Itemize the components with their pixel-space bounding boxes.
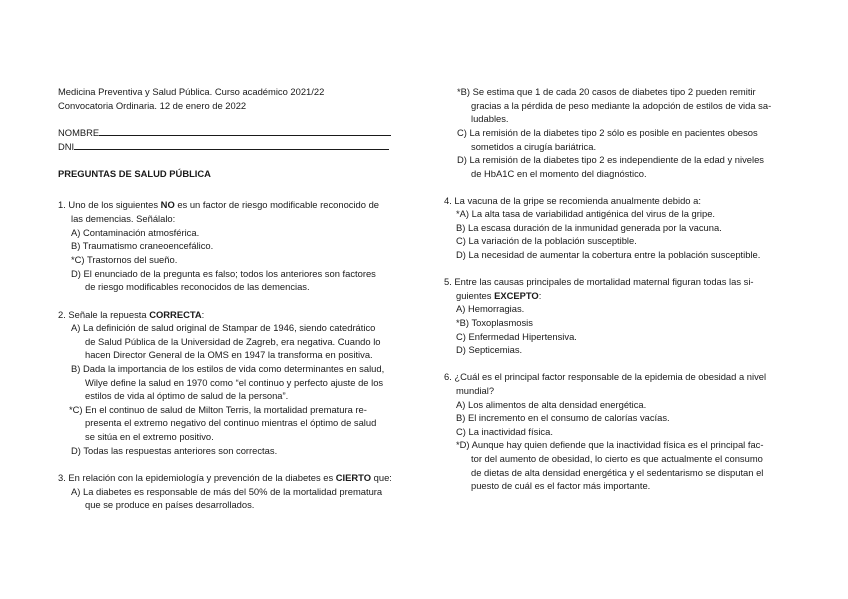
q6-option-d-cont: tor del aumento de obesidad, lo cierto es que actualmente el consumo (471, 453, 763, 464)
q6-option-c: C) La inactividad física. (456, 426, 553, 437)
q5-stem-line1: 5. Entre las causas principales de mortalidad maternal figuran todas las si- (444, 276, 754, 287)
course-title: Medicina Preventiva y Salud Pública. Curso académico 2021/22 (58, 86, 325, 97)
q5-option-a: A) Hemorragias. (456, 303, 525, 314)
q3-stem (58, 471, 392, 485)
q3-option-c: C) La remisión de la diabetes tipo 2 sólo es posible en pacientes obesos (457, 127, 758, 138)
q2-stem-text: 2. Señale la repuesta (58, 309, 150, 320)
q1-option-d-cont: de riesgo modificables reconocidos de las demencias. (85, 281, 310, 292)
q3-stem-text-end: que: (371, 472, 392, 483)
q5-stem-keyword: EXCEPTO (494, 290, 539, 301)
dni-label: DNI (58, 141, 75, 152)
q3-option-d: D) La remisión de la diabetes tipo 2 es independiente de la edad y niveles (457, 154, 764, 165)
q2-option-b-cont: Wilye define la salud en 1970 como “el continuo y perfecto ajuste de los (85, 377, 384, 388)
q6-option-a: A) Los alimentos de alta densidad energética. (456, 399, 647, 410)
q4-option-a: *A) La alta tasa de variabilidad antigénica del virus de la gripe. (456, 208, 716, 219)
q4-option-b: B) La escasa duración de la inmunidad generada por la vacuna. (456, 222, 722, 233)
q3-stem-keyword: CIERTO (335, 472, 372, 483)
q4-option-c: C) La variación de la población susceptible. (456, 235, 637, 246)
q2-option-c: *C) En el continuo de salud de Milton Terris, la mortalidad prematura re- (69, 404, 367, 415)
q2-option-a-cont: de Salud Pública de la Universidad de Zagreb, era negativa. Cuando lo (85, 336, 381, 347)
q6-stem-line2: mundial? (456, 385, 495, 396)
q6-option-d: *D) Aunque hay quien defiende que la inactividad física es el principal fac- (456, 439, 764, 450)
q2-option-d: D) Todas las respuestas anteriores son correctas. (71, 445, 278, 456)
nombre-label: NOMBRE (58, 127, 100, 138)
q2-option-a: A) La definición de salud original de Stampar de 1946, siendo catedrático (71, 322, 376, 333)
q3-option-b-cont: gracias a la pérdida de peso mediante la adopción de estilos de vida sa- (471, 100, 772, 111)
nombre-blank (99, 126, 391, 136)
exam-call: Convocatoria Ordinaria. 12 de enero de 2022 (58, 100, 247, 111)
q2-option-b: B) Dada la importancia de los estilos de vida como determinantes en salud, (71, 363, 385, 374)
q2-stem (58, 308, 204, 322)
q2-option-c-cont: se sitúa en el extremo positivo. (85, 431, 214, 442)
nombre-field (58, 126, 391, 140)
q5-option-d: D) Septicemias. (456, 344, 523, 355)
q1-option-a: A) Contaminación atmosférica. (71, 227, 200, 238)
q5-option-c: C) Enfermedad Hipertensiva. (456, 331, 577, 342)
q6-option-d-cont: puesto de cuál es el factor más importante. (471, 480, 651, 491)
q1-stem-text-end: es un factor de riesgo modificable reconocido de (174, 199, 380, 210)
q3-option-a-cont: que se produce en países desarrollados. (85, 499, 255, 510)
q4-option-d: D) La necesidad de aumentar la cobertura entre la población susceptible. (456, 249, 761, 260)
q3-option-b-cont: ludables. (471, 113, 509, 124)
dni-field (58, 140, 389, 154)
q6-stem-line1: 6. ¿Cuál es el principal factor responsable de la epidemia de obesidad a nivel (444, 371, 767, 382)
q1-option-b: B) Traumatismo craneoencefálico. (71, 240, 214, 251)
q4-stem: 4. La vacuna de la gripe se recomienda anualmente debido a: (444, 195, 701, 206)
q5-stem-line2 (456, 289, 541, 303)
q2-option-c-cont: presenta el extremo negativo del continuo mientras el óptimo de salud (85, 417, 377, 428)
q1-stem-text: 1. Uno de los siguientes (58, 199, 161, 210)
dni-blank (74, 140, 389, 150)
q2-option-b-cont: estilos de vida al óptimo de salud de la persona”. (85, 390, 289, 401)
q1-stem-keyword: NO (160, 199, 175, 210)
q5-option-b: *B) Toxoplasmosis (456, 317, 533, 328)
q3-option-b: *B) Se estima que 1 de cada 20 casos de diabetes tipo 2 pueden remitir (457, 86, 756, 97)
q2-stem-text-end: : (201, 309, 205, 320)
q1-stem-line1 (58, 198, 379, 212)
q3-option-d-cont: de HbA1C en el momento del diagnóstico. (471, 168, 647, 179)
q5-stem-text: guientes (456, 290, 495, 301)
q6-option-b: B) El incremento en el consumo de calorías vacías. (456, 412, 670, 423)
q6-option-d-cont: de dietas de alta densidad energética y el sedentarismo se disputan el (471, 467, 764, 478)
q3-option-a: A) La diabetes es responsable de más del 50% de la mortalidad prematura (71, 486, 383, 497)
q5-stem-text-end: : (538, 290, 542, 301)
section-title: PREGUNTAS DE SALUD PÚBLICA (58, 168, 211, 179)
q2-option-a-cont: hacen Director General de la OMS en 1947 la transforma en positiva. (85, 349, 373, 360)
q1-option-c: *C) Trastornos del sueño. (71, 254, 178, 265)
q3-option-c-cont: sometidos a cirugía bariátrica. (471, 141, 597, 152)
q2-stem-keyword: CORRECTA (149, 309, 202, 320)
q1-stem-line2: las demencias. Señálalo: (71, 213, 176, 224)
q3-stem-text: 3. En relación con la epidemiología y prevención de la diabetes es (58, 472, 336, 483)
q1-option-d: D) El enunciado de la pregunta es falso; todos los anteriores son factores (71, 268, 376, 279)
